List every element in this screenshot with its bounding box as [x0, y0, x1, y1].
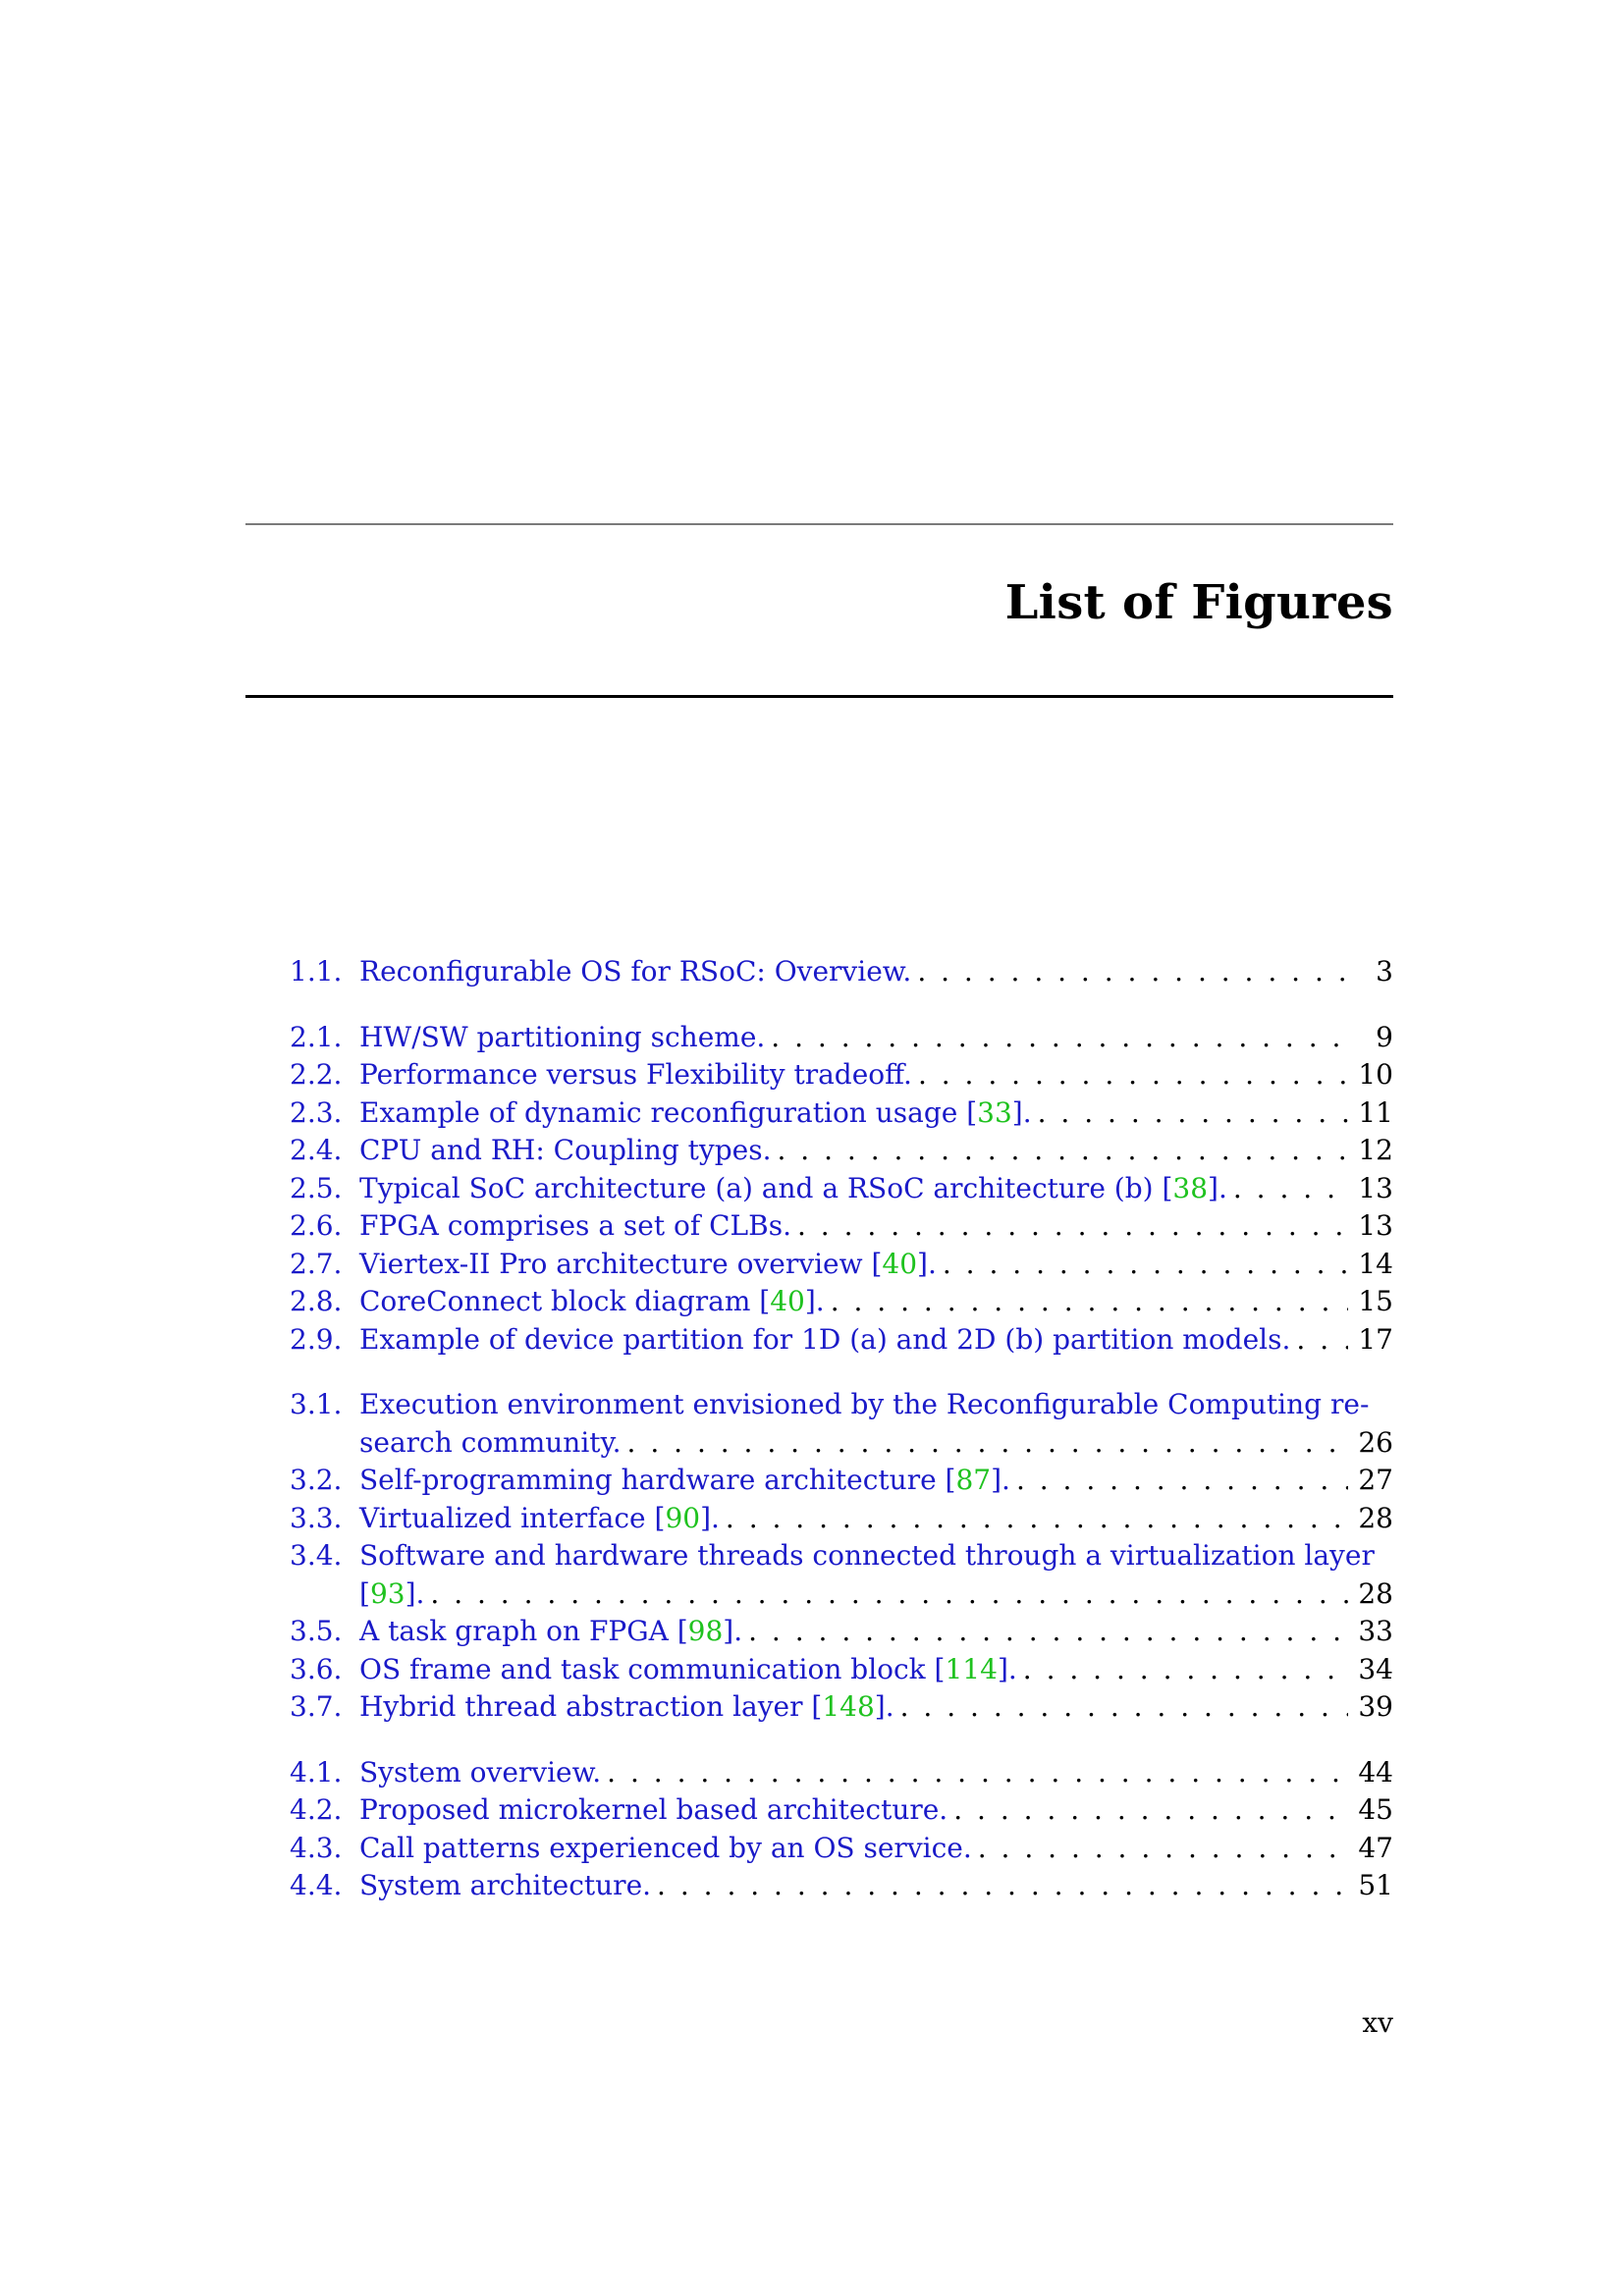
- figure-number: 3.4.: [290, 1539, 343, 1572]
- dot-leader: [1233, 1170, 1348, 1208]
- figure-number: 4.4.: [290, 1869, 343, 1901]
- citation-link[interactable]: 40: [882, 1247, 918, 1280]
- figure-number: 3.2.: [290, 1464, 343, 1496]
- figure-page-number: 33: [1358, 1615, 1393, 1647]
- figure-caption-text: [359, 1207, 791, 1246]
- figure-number: 3.7.: [290, 1690, 343, 1723]
- figure-page-number: 47: [1358, 1831, 1393, 1864]
- figure-group: [290, 1386, 1393, 1727]
- caption-text: System architecture.: [359, 1869, 652, 1901]
- page-number: xv: [1362, 2006, 1393, 2039]
- figure-caption-text: [359, 1246, 937, 1284]
- figure-group: [290, 1019, 1393, 1360]
- figure-page-number: 9: [1376, 1020, 1393, 1053]
- caption-text: System overview.: [359, 1755, 602, 1789]
- caption-text: FPGA comprises a set of CLBs.: [359, 1209, 791, 1242]
- figure-caption-text: [359, 1754, 601, 1792]
- caption-text: Viertex-II Pro architecture overview [: [359, 1247, 883, 1280]
- citation-link[interactable]: 93: [369, 1576, 406, 1610]
- figure-number: 2.5.: [290, 1171, 343, 1204]
- figure-page-number: 14: [1358, 1247, 1393, 1280]
- dot-leader: [778, 1132, 1349, 1170]
- figure-page-number: 34: [1358, 1652, 1393, 1685]
- dot-leader: [771, 1019, 1348, 1057]
- caption-text: Typical SoC architecture (a) and a RSoC architecture (b) [: [359, 1171, 1173, 1204]
- figure-number: 3.6.: [290, 1652, 343, 1685]
- figure-caption-text: [359, 1462, 1010, 1500]
- figure-page-number: 13: [1358, 1171, 1393, 1204]
- figure-caption-text: [359, 1867, 651, 1905]
- figure-caption-text: [359, 1791, 947, 1830]
- figure-number: 2.3.: [290, 1095, 343, 1129]
- figure-caption-text: [359, 1613, 742, 1651]
- dot-leader: [1038, 1095, 1348, 1133]
- figure-caption-text: [359, 1019, 765, 1057]
- figure-caption: [359, 1830, 1393, 1868]
- caption-text-tail: ].: [804, 1285, 825, 1317]
- caption-text: [: [359, 1576, 370, 1610]
- dot-leader: [607, 1754, 1348, 1792]
- figure-entry-link[interactable]: [290, 1462, 1393, 1500]
- citation-link[interactable]: 90: [665, 1501, 701, 1534]
- caption-text: Reconfigurable OS for RSoC: Overview.: [359, 955, 912, 988]
- caption-text: Proposed microkernel based architecture.: [359, 1793, 948, 1826]
- dot-leader: [627, 1424, 1348, 1463]
- figure-caption-text: [359, 1132, 772, 1170]
- figure-caption: [359, 1207, 1393, 1246]
- figure-page-number: 26: [1358, 1425, 1393, 1459]
- figure-entry-link[interactable]: [290, 1283, 1393, 1321]
- citation-link[interactable]: 98: [687, 1615, 724, 1647]
- figure-entry-link[interactable]: [290, 1170, 1393, 1208]
- figure-entry-link[interactable]: [290, 1613, 1393, 1651]
- caption-text-tail: ].: [874, 1690, 894, 1723]
- figure-caption-text: [359, 1170, 1227, 1208]
- figure-entry-link[interactable]: [290, 1095, 1393, 1133]
- caption-text: A task graph on FPGA [: [359, 1615, 688, 1647]
- figure-caption: [359, 1095, 1393, 1133]
- figure-caption: [359, 1321, 1393, 1360]
- figure-caption: [359, 1056, 1393, 1095]
- figure-page-number: 39: [1358, 1690, 1393, 1723]
- dot-leader: [917, 953, 1348, 991]
- caption-text: Hybrid thread abstraction layer [: [359, 1690, 823, 1723]
- figure-caption: [359, 1688, 1393, 1727]
- figure-caption: [359, 1246, 1393, 1284]
- figure-number: 1.1.: [290, 955, 343, 988]
- figure-entry-link[interactable]: [290, 1830, 1393, 1868]
- figure-caption-text: [359, 1095, 1032, 1133]
- figure-entry-link[interactable]: [290, 1321, 1393, 1360]
- figure-caption-first-line: Execution environment envisioned by the Reconfigurable Computing re-: [359, 1388, 1370, 1420]
- figure-entry-link[interactable]: [290, 1056, 1393, 1095]
- header-rule-top: [245, 523, 1393, 525]
- figure-entry-link[interactable]: [290, 1019, 1393, 1057]
- figure-caption-text: [359, 1500, 720, 1538]
- figure-page-number: 11: [1358, 1095, 1393, 1129]
- caption-text: Self-programming hardware architecture [: [359, 1464, 956, 1496]
- figure-number: 2.6.: [290, 1209, 343, 1242]
- caption-text: Performance versus Flexibility tradeoff.: [359, 1058, 912, 1091]
- dot-leader: [978, 1830, 1348, 1868]
- citation-link[interactable]: 148: [822, 1690, 875, 1723]
- figure-caption: [359, 1651, 1393, 1689]
- figure-number: 2.4.: [290, 1134, 343, 1166]
- figure-number: 3.1.: [290, 1388, 343, 1420]
- figure-number: 2.7.: [290, 1247, 343, 1280]
- caption-text-tail: ].: [991, 1464, 1010, 1496]
- figure-page-number: 17: [1358, 1322, 1393, 1356]
- caption-text-tail: ].: [1011, 1095, 1032, 1129]
- figure-page-number: 45: [1358, 1793, 1393, 1826]
- caption-text: Example of dynamic reconfiguration usage [: [359, 1095, 978, 1129]
- caption-text-tail: ].: [700, 1501, 720, 1534]
- figure-entry-link[interactable]: [290, 1754, 1393, 1792]
- caption-text-tail: ].: [405, 1576, 425, 1610]
- figure-page-number: 10: [1358, 1058, 1393, 1091]
- chapter-title: List of Figures: [1004, 575, 1393, 630]
- dot-leader: [430, 1575, 1348, 1614]
- figure-page-number: 12: [1358, 1134, 1393, 1166]
- caption-text: Example of device partition for 1D (a) and 2D (b) partition models.: [359, 1322, 1291, 1356]
- dot-leader: [900, 1688, 1348, 1727]
- dot-leader: [943, 1246, 1348, 1284]
- figure-entry-link[interactable]: [290, 1651, 1393, 1689]
- figure-caption-text: [359, 1424, 622, 1463]
- caption-text-tail: ].: [997, 1652, 1017, 1685]
- figure-entry-link[interactable]: [290, 1207, 1393, 1246]
- figure-caption: [359, 1462, 1393, 1500]
- figure-caption: [359, 1791, 1393, 1830]
- figure-caption: [359, 1867, 1393, 1905]
- dot-leader: [953, 1791, 1348, 1830]
- caption-text: HW/SW partitioning scheme.: [359, 1020, 766, 1053]
- figure-page-number: 3: [1376, 955, 1393, 988]
- figure-caption-text: [359, 1321, 1290, 1360]
- dot-leader: [657, 1867, 1348, 1905]
- caption-text: CPU and RH: Coupling types.: [359, 1134, 772, 1166]
- figure-entry-link[interactable]: [290, 1867, 1393, 1905]
- figure-page-number: 28: [1358, 1501, 1393, 1534]
- figure-page-number: 27: [1358, 1464, 1393, 1496]
- figure-caption-text: [359, 1830, 972, 1868]
- caption-text: CoreConnect block diagram [: [359, 1285, 771, 1317]
- dot-leader: [831, 1283, 1348, 1321]
- citation-link[interactable]: 33: [977, 1095, 1012, 1129]
- figure-number: 3.5.: [290, 1615, 343, 1647]
- figure-number: 2.1.: [290, 1020, 343, 1053]
- figure-caption: [359, 1613, 1393, 1651]
- figure-number: 3.3.: [290, 1501, 343, 1534]
- figure-caption-text: [359, 1651, 1017, 1689]
- header-rule-bottom: [245, 695, 1393, 698]
- figure-page-number: 51: [1358, 1869, 1393, 1901]
- figure-number: 4.3.: [290, 1831, 343, 1864]
- figure-caption-text: [359, 1283, 825, 1321]
- figure-caption: [359, 1170, 1393, 1208]
- figure-entry-link[interactable]: [290, 1132, 1393, 1170]
- figure-entry-link[interactable]: [290, 953, 1393, 991]
- figure-caption: [359, 1537, 1393, 1613]
- caption-text-tail: ].: [723, 1615, 743, 1647]
- dot-leader: [918, 1056, 1348, 1095]
- citation-link[interactable]: 87: [955, 1464, 992, 1496]
- figure-page-number: 13: [1358, 1209, 1393, 1242]
- caption-text: Virtualized interface [: [359, 1501, 666, 1534]
- citation-link[interactable]: 40: [770, 1285, 805, 1317]
- figure-entry-link[interactable]: [290, 1688, 1393, 1727]
- dot-leader: [1016, 1462, 1348, 1500]
- figure-number: 2.2.: [290, 1058, 343, 1091]
- list-of-figures: [290, 953, 1393, 1905]
- figure-caption: [359, 1754, 1393, 1792]
- caption-text: Call patterns experienced by an OS service.: [359, 1831, 972, 1864]
- figure-caption: [359, 1386, 1393, 1462]
- figure-entry-link[interactable]: [290, 1537, 1393, 1613]
- figure-caption-text: [359, 1575, 424, 1614]
- figure-caption: [359, 1019, 1393, 1057]
- figure-entry-link[interactable]: [290, 1386, 1393, 1462]
- dot-leader: [748, 1613, 1348, 1651]
- figure-number: 4.2.: [290, 1793, 343, 1826]
- figure-page-number: 28: [1358, 1576, 1393, 1610]
- figure-caption-first-line: Software and hardware threads connected through a virtualization layer: [359, 1539, 1375, 1572]
- figure-caption: [359, 953, 1393, 991]
- caption-text-tail: ].: [917, 1247, 937, 1280]
- figure-caption-text: [359, 1056, 912, 1095]
- caption-text: search community.: [359, 1425, 622, 1459]
- figure-number: 2.9.: [290, 1322, 343, 1356]
- dot-leader: [726, 1500, 1348, 1538]
- caption-text: OS frame and task communication block [: [359, 1652, 946, 1685]
- figure-caption: [359, 1500, 1393, 1538]
- citation-link[interactable]: 114: [945, 1652, 998, 1685]
- figure-entry-link[interactable]: [290, 1500, 1393, 1538]
- dot-leader: [797, 1207, 1348, 1246]
- figure-caption-text: [359, 1688, 894, 1727]
- figure-group: [290, 953, 1393, 991]
- figure-caption: [359, 1132, 1393, 1170]
- figure-entry-link[interactable]: [290, 1246, 1393, 1284]
- dot-leader: [1296, 1321, 1348, 1360]
- citation-link[interactable]: 38: [1172, 1171, 1209, 1204]
- caption-text-tail: ].: [1208, 1171, 1227, 1204]
- dot-leader: [1023, 1651, 1348, 1689]
- figure-page-number: 44: [1358, 1755, 1393, 1789]
- figure-caption-text: [359, 953, 911, 991]
- figure-caption: [359, 1283, 1393, 1321]
- figure-entry-link[interactable]: [290, 1791, 1393, 1830]
- figure-page-number: 15: [1358, 1285, 1393, 1317]
- figure-number: 4.1.: [290, 1755, 343, 1789]
- figure-number: 2.8.: [290, 1285, 343, 1317]
- figure-group: [290, 1754, 1393, 1905]
